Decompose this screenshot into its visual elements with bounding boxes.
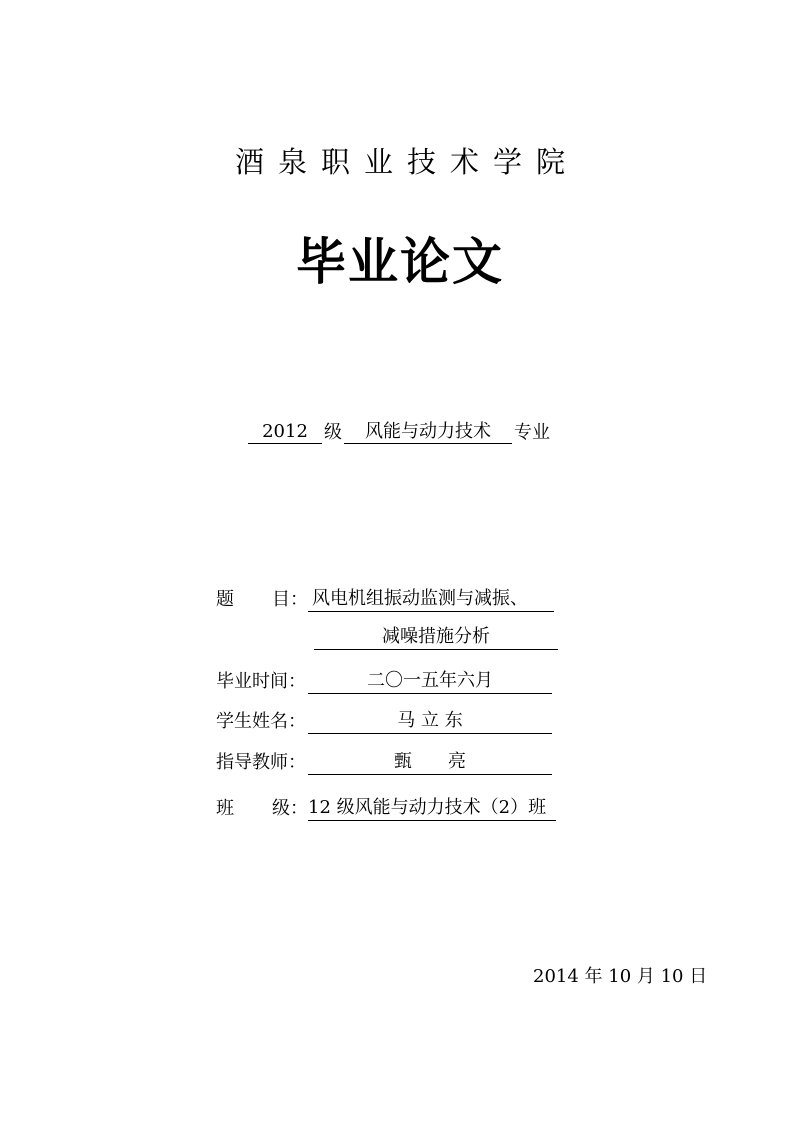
college-name: 酒泉职业技术学院	[234, 145, 579, 179]
student-name-row	[216, 708, 552, 734]
class-value: 12 级风能与动力技术（2）班	[308, 796, 556, 821]
document-title: 毕业论文	[296, 233, 504, 291]
major-line	[248, 420, 550, 444]
grade-suffix: 级	[324, 422, 342, 443]
class-label	[216, 797, 308, 821]
topic-label-right: 目：	[272, 589, 308, 610]
student-name-value: 马 立 东	[308, 709, 552, 734]
class-label-left: 班	[216, 798, 234, 819]
topic-row	[216, 586, 554, 612]
topic-label-left: 题	[216, 589, 234, 610]
major-name: 风能与动力技术	[344, 421, 512, 444]
topic-value-line2: 减噪措施分析	[314, 625, 558, 650]
graduation-time-label: 毕业时间：	[216, 671, 306, 692]
topic-row-2	[314, 624, 558, 650]
class-row	[216, 795, 556, 821]
class-label-right: 级：	[272, 798, 308, 819]
graduation-time-row	[216, 668, 552, 694]
topic-value-line1: 风电机组振动监测与减振、	[308, 587, 554, 612]
advisor-value: 甄 亮	[308, 750, 552, 775]
advisor-label: 指导教师：	[216, 752, 306, 773]
major-suffix: 专业	[514, 422, 550, 443]
topic-label	[216, 588, 308, 612]
student-name-label: 学生姓名：	[216, 711, 306, 732]
graduation-time-value: 二〇一五年六月	[308, 669, 552, 694]
document-date: 2014 年 10 月 10 日	[533, 966, 708, 987]
grade-year: 2012	[248, 421, 322, 444]
advisor-row	[216, 749, 552, 775]
